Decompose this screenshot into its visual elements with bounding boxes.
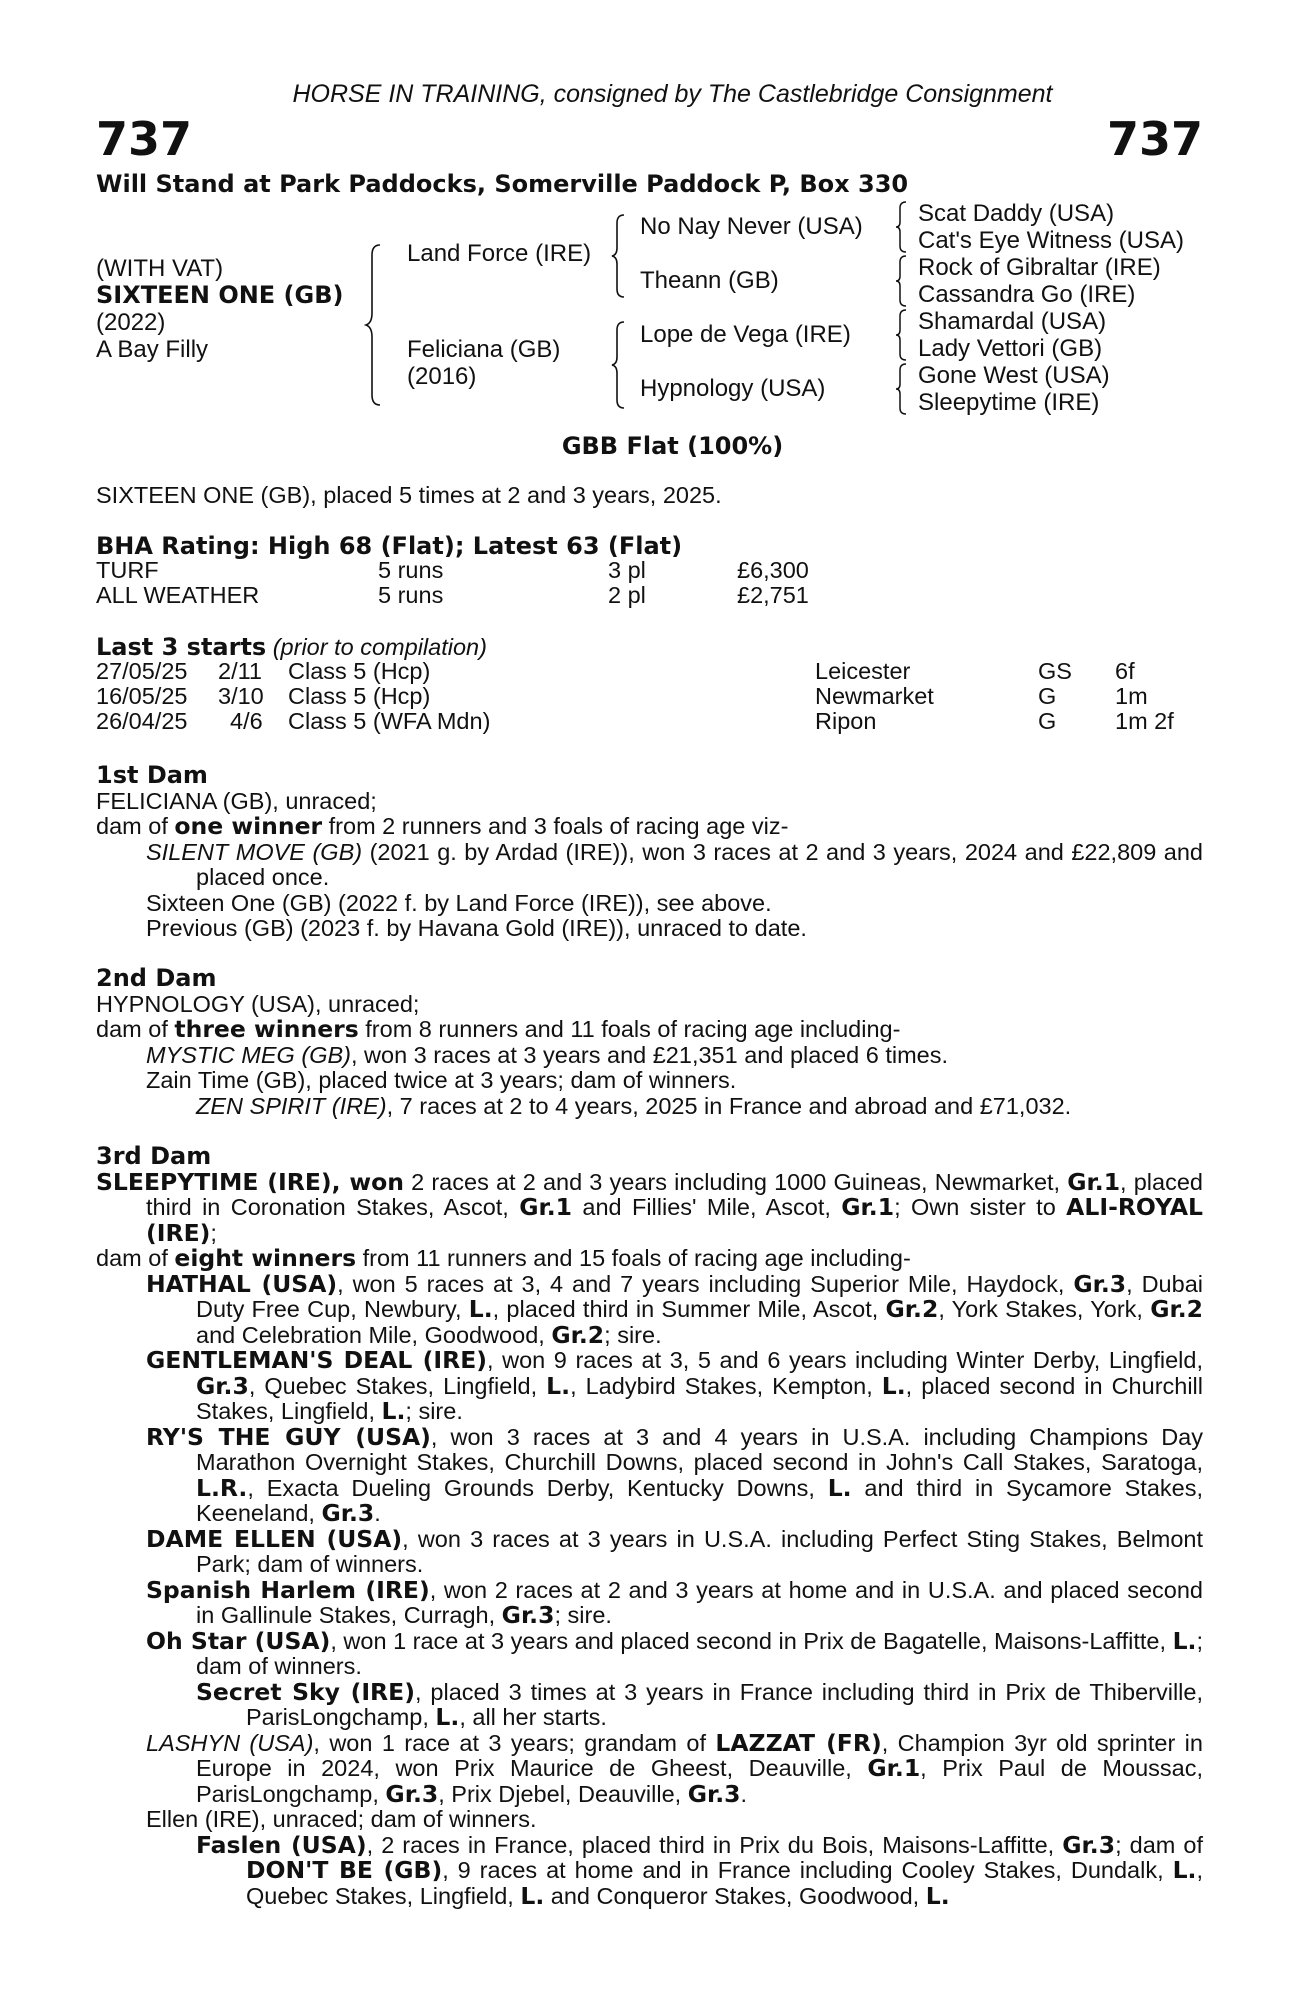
text-run: , Ladybird Stakes, Kempton, [570,1372,882,1399]
text-run: , won 1 race at 3 years; grandam of [313,1729,716,1756]
text-run: from 8 runners and 11 foals of racing age including- [358,1016,901,1042]
bold-text-run: Gr.3 [385,1779,439,1808]
bold-text-run: L. [381,1397,406,1425]
first-dam-section [96,763,1203,942]
text-run: , placed 3 times at 3 years in France including third in Prix de Thiberville, ParisLongchamp, [246,1678,1203,1730]
italic-text-run: LASHYN (USA) [146,1729,314,1756]
text-run: , won 2 races at 2 and 3 years at home and in U.S.A. and placed second in Gallinule Stakes, Curragh, [196,1576,1203,1628]
start-position: 2/11 [218,658,262,684]
main-brace [364,243,386,408]
italic-text-run: SILENT MOVE (GB) [146,838,363,865]
sire-sire: No Nay Never (USA) [640,213,863,240]
rating-placed: 3 pl [608,557,646,583]
last-starts-title: Last 3 starts [96,633,267,661]
dam: Feliciana (GB) [407,336,561,363]
bold-text-run: LAZZAT (FR) [715,1728,882,1757]
produce-entry [96,1575,1203,1629]
sire-brace [610,213,628,299]
text-run: ; Own sister to [894,1194,1067,1220]
produce-entry [96,1830,1203,1910]
start-position: 3/10 [218,683,264,709]
first-dam-heading: 1st Dam [96,761,208,789]
bold-text-run: L. [1172,1626,1197,1655]
produce-entry [96,1043,1203,1069]
bold-text-run: GENTLEMAN'S DEAL (IRE) [146,1346,487,1374]
start-course: Ripon [815,708,877,734]
text-run: dam of [96,1245,175,1271]
bold-text-run: L. [1172,1856,1197,1884]
bold-text-run: ALI-ROYAL (IRE) [146,1193,1203,1247]
produce-entry [96,1348,1203,1425]
dam-sire-sire: Shamardal (USA) [918,308,1107,335]
bold-text-run: Gr.3 [1073,1269,1127,1298]
bold-text-run: Gr.2 [1150,1295,1203,1323]
text-run: and Fillies' Mile, Ascot, [572,1194,842,1220]
lot-number-right: 737 [1106,112,1203,166]
produce-entry [96,1728,1203,1808]
bold-text-run: L.R. [196,1473,248,1502]
produce-entry: Previous (GB) (2023 f. by Havana Gold (IRE)), unraced to date. [146,915,807,941]
bold-text-run: SLEEPYTIME (IRE), won [96,1167,404,1196]
dam-sire-dam: Lady Vettori (GB) [918,335,1103,362]
produce-entry [96,840,1203,891]
bold-text-run: HATHAL (USA) [146,1269,338,1298]
bold-text-run: Secret Sky (IRE) [196,1677,415,1706]
text-run: ; sire. [604,1321,662,1348]
dam-sire: Lope de Vega (IRE) [640,321,851,348]
brace-ds [894,308,910,362]
horse-description: A Bay Filly [96,336,209,363]
produce-entry: Sixteen One (GB) (2022 f. by Land Force (IRE)), see above. [146,889,772,916]
text-run: dam of [96,1016,175,1042]
third-dam-produce-line [96,1246,1203,1272]
bold-text-run: DON'T BE (GB) [246,1856,443,1884]
text-run: ; dam of [1115,1831,1203,1858]
bold-text-run: Gr.3 [321,1499,375,1527]
bold-text-run: Gr.1 [867,1754,921,1782]
bold-text-run: Spanish Harlem (IRE) [146,1575,430,1604]
produce-entry [96,1626,1203,1680]
bold-text-run: L. [925,1881,950,1910]
text-run: from 11 runners and 15 foals of racing age including- [356,1245,911,1271]
bold-text-run: L. [520,1881,545,1910]
bold-text-run: Gr.1 [519,1193,573,1221]
produce-entry [96,1422,1203,1527]
start-class: Class 5 (Hcp) [288,683,431,709]
text-run: , won 3 races at 3 and 4 years in U.S.A. including Champions Day Marathon Overnight Stakes, Churchill Downs, placed second in John's Call Stakes, Saratoga, [196,1423,1203,1475]
bold-text-run: Gr.1 [1067,1167,1121,1196]
start-distance: 1m [1115,683,1148,709]
bold-text-run: L. [546,1371,571,1400]
text-run: and third in Sycamore Stakes, Keeneland, [196,1474,1203,1526]
sire: Land Force (IRE) [407,240,592,267]
dam-dam-dam: Sleepytime (IRE) [918,389,1100,416]
text-run: ; sire. [405,1398,463,1424]
first-dam-produce-line [96,814,1203,840]
page-header-title: HORSE IN TRAINING, consigned by The Castlebridge Consignment [292,80,1053,108]
text-run: . [740,1780,748,1807]
text-run: , won 3 races at 3 years and £21,351 and placed 6 times. [350,1041,948,1068]
brace-sd [894,254,910,308]
bold-text-run: RY'S THE GUY (USA) [146,1422,431,1451]
start-course: Leicester [815,658,911,684]
text-run: , Prix Paul de Moussac, ParisLongchamp, [196,1755,1203,1807]
text-run: , placed third in Summer Mile, Ascot, [492,1296,886,1322]
bold-text-run: Faslen (USA) [196,1830,367,1859]
text-run: , won 5 races at 3, 4 and 7 years including Superior Mile, Haydock, [337,1270,1074,1297]
text-run: , 7 races at 2 to 4 years, 2025 in France and abroad and £71,032. [386,1092,1072,1119]
rating-prize: £2,751 [737,582,809,608]
text-run: ; sire. [554,1602,612,1628]
text-run: . [374,1500,381,1526]
text-run: ; [210,1219,217,1246]
bold-text-run: three winners [174,1015,359,1043]
italic-text-run: MYSTIC MEG (GB) [146,1041,351,1068]
text-run: , all her starts. [459,1704,607,1730]
bold-text-run: L. [827,1473,852,1502]
text-run: , Dubai Duty Free Cup, Newbury, [196,1270,1203,1322]
sire-sire-sire: Scat Daddy (USA) [918,200,1115,227]
rating-surface: ALL WEATHER [96,582,260,608]
start-class: Class 5 (Hcp) [288,658,431,684]
bold-text-run: Gr.3 [196,1371,249,1400]
produce-entry: Ellen (IRE), unraced; dam of winners. [146,1806,537,1832]
second-dam-heading: 2nd Dam [96,964,217,992]
text-run: , won 1 race at 3 years and placed second in Prix de Bagatelle, Maisons-Laffitte, [330,1627,1173,1654]
rating-runs: 5 runs [378,557,444,583]
sire-dam: Theann (GB) [640,267,779,294]
stand-location: Will Stand at Park Paddocks, Somerville Paddock P, Box 330 [96,170,909,198]
second-dam-line: HYPNOLOGY (USA), unraced; [96,990,420,1017]
text-run: and Conqueror Stakes, Goodwood, [544,1882,926,1909]
sire-dam-sire: Rock of Gibraltar (IRE) [918,254,1161,281]
text-run: , won 9 races at 3, 5 and 6 years including Winter Derby, Lingfield, [487,1347,1203,1373]
text-run: , 2 races in France, placed third in Prix du Bois, Maisons-Laffitte, [366,1831,1063,1858]
start-date: 27/05/25 [96,658,188,684]
text-run: , won 3 races at 3 years in U.S.A. including Perfect Sting Stakes, Belmont Park; dam of winners. [196,1525,1203,1577]
bold-text-run: Gr.3 [1062,1830,1116,1859]
start-going: GS [1038,658,1072,684]
produce-entry [96,1269,1203,1349]
text-run: from 2 runners and 3 foals of racing age viz- [322,813,789,839]
last-starts-note: (prior to compilation) [272,634,487,660]
vat-note: (WITH VAT) [96,255,224,282]
text-run: , Champion 3yr old sprinter in Europe in 2024, won Prix Maurice de Gheest, Deauville, [196,1729,1203,1781]
rating-prize: £6,300 [737,557,809,583]
second-dam-section [96,966,1203,1119]
last-starts-heading [96,633,487,661]
italic-text-run: ZEN SPIRIT (IRE) [196,1092,387,1119]
bold-text-run: L. [881,1371,906,1400]
bold-text-run: DAME ELLEN (USA) [146,1524,403,1553]
start-date: 26/04/25 [96,708,188,734]
text-run: 2 races at 2 and 3 years including 1000 Guineas, Newmarket, [403,1168,1068,1195]
bold-text-run: Oh Star (USA) [146,1626,331,1655]
text-run: and Celebration Mile, Goodwood, [196,1321,552,1348]
start-going: G [1038,683,1057,709]
start-class: Class 5 (WFA Mdn) [288,708,491,734]
dam-year: (2016) [407,363,477,390]
bold-text-run: Gr.3 [501,1601,555,1629]
horse-year: (2022) [96,309,166,336]
text-run: , Exacta Dueling Grounds Derby, Kentucky Downs, [247,1474,828,1501]
second-dam-produce-line [96,1017,1203,1043]
text-run: (2021 g. by Ardad (IRE)), won 3 races at 2 and 3 years, 2024 and £22,809 and placed once. [196,838,1203,890]
start-position: 4/6 [230,708,263,734]
dam-dam: Hypnology (USA) [640,375,826,402]
third-dam-line [96,1167,1203,1247]
text-run: ; dam of winners. [196,1627,1203,1679]
lot-number-left: 737 [96,112,193,166]
bold-text-run: Gr.2 [885,1295,939,1323]
produce-entry: Zain Time (GB), placed twice at 3 years; dam of winners. [146,1067,737,1093]
bold-text-run: Gr.3 [687,1779,741,1808]
third-dam-heading: 3rd Dam [96,1142,212,1170]
text-run: , Prix Djebel, Deauville, [438,1780,688,1807]
text-run: , placed third in Coronation Stakes, Ascot, [146,1168,1203,1220]
horse-name: SIXTEEN ONE (GB) [96,281,344,309]
bold-text-run: eight winners [174,1244,357,1272]
sire-sire-dam: Cat's Eye Witness (USA) [918,227,1184,254]
bold-text-run: Gr.1 [841,1193,895,1221]
start-distance: 1m 2f [1115,708,1174,734]
rating-surface: TURF [96,557,159,583]
start-course: Newmarket [815,683,934,709]
rating-placed: 2 pl [608,582,646,608]
produce-entry [96,1524,1203,1578]
sire-dam-dam: Cassandra Go (IRE) [918,281,1136,308]
bold-text-run: L. [435,1703,460,1731]
brace-ss [894,200,910,254]
bold-text-run: one winner [174,812,323,840]
start-going: G [1038,708,1057,734]
dam-brace [610,320,628,410]
produce-entry [96,1094,1203,1120]
bold-text-run: L. [468,1295,493,1323]
rating-runs: 5 runs [378,582,444,608]
text-run: , Quebec Stakes, Lingfield, [248,1372,547,1399]
text-run: , Quebec Stakes, Lingfield, [246,1857,1203,1909]
race-summary: SIXTEEN ONE (GB), placed 5 times at 2 and 3 years, 2025. [96,482,722,508]
text-run: , placed second in Churchill Stakes, Lingfield, [196,1372,1203,1424]
text-run: , York Stakes, York, [938,1296,1151,1322]
third-dam-section [96,1144,1203,1909]
gbb-flat-label: GBB Flat (100%) [561,432,784,460]
start-distance: 6f [1115,658,1135,684]
first-dam-line: FELICIANA (GB), unraced; [96,787,377,814]
text-run: , 9 races at home and in France including Cooley Stakes, Dundalk, [442,1857,1173,1883]
bold-text-run: Gr.2 [551,1320,605,1349]
start-date: 16/05/25 [96,683,188,709]
produce-entry [96,1677,1203,1731]
brace-dd [894,362,910,416]
bha-rating-heading: BHA Rating: High 68 (Flat); Latest 63 (Flat) [96,532,683,560]
dam-dam-sire: Gone West (USA) [918,362,1110,389]
text-run: dam of [96,813,175,839]
